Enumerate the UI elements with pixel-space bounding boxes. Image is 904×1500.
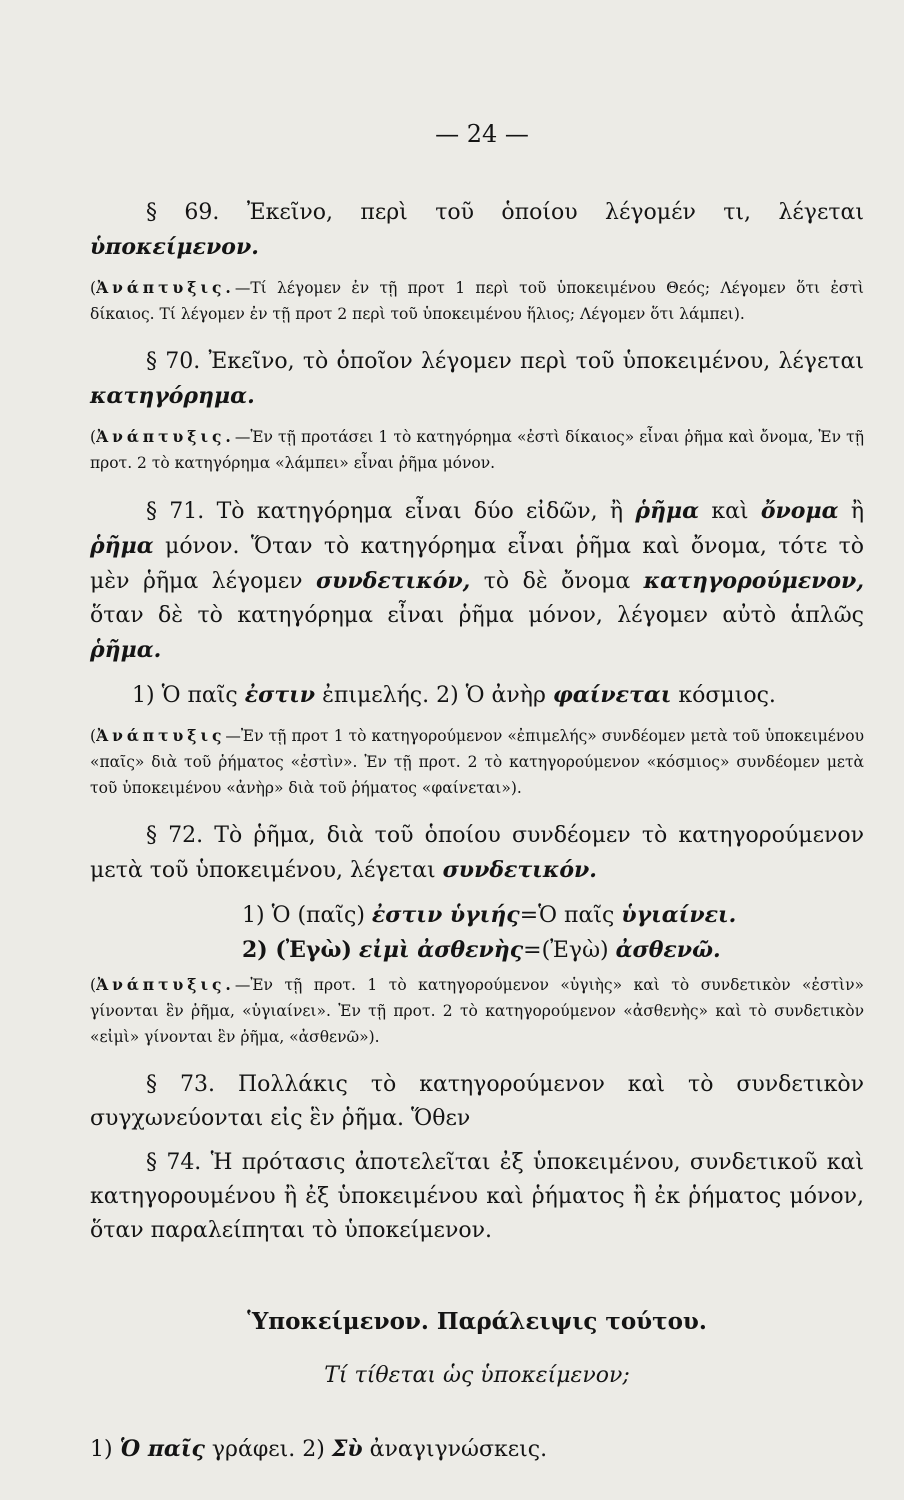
section-71-note-text: —Ἐν τῇ προτ 1 τὸ κατηγορούμενον «ἐπιμελής» συνδέομεν μετὰ τοῦ ὑποκειμένου «παῖς» διὰ τοῦ ῥήματος «ἐστὶν». Ἐν τῇ προτ. 2 τὸ κατηγορούμενον «κόσμιος» συνδέομεν μετὰ τοῦ ὑποκειμένου «ἀνὴρ» διὰ τοῦ ῥήματος «φαίνεται»). xyxy=(90,727,864,797)
section-71-text-6: ὅταν δὲ τὸ κατηγόρημα εἶναι ῥῆμα μόνον, λέγομεν αὐτὸ ἁπλῶς xyxy=(90,603,864,628)
section-72-term: συνδετικόν. xyxy=(442,857,597,883)
example-text: ἀναγιγνώσκεις. xyxy=(369,1437,548,1462)
note-label: Ἀνάπτυξις xyxy=(96,726,226,745)
section-70-term: κατηγόρημα. xyxy=(90,383,255,409)
example-subject: Σὺ xyxy=(331,1436,363,1462)
example-verb: φαίνεται xyxy=(552,682,672,708)
section-70 xyxy=(90,345,864,414)
section-71 xyxy=(90,494,864,668)
section-heading: Ὑποκείμενον. Παράλειψις τούτου. xyxy=(247,1308,707,1335)
example-text: 2) (Ἐγὼ) xyxy=(242,937,352,963)
example-text: γράφει. 2) xyxy=(211,1437,325,1462)
section-69 xyxy=(90,196,864,265)
example-text: ἐπιμελής. 2) Ὁ ἀνὴρ xyxy=(322,683,546,708)
section-70-note-text: —Ἐν τῇ προτάσει 1 τὸ κατηγόρημα «ἐστὶ δίκαιος» εἶναι ῥῆμα καὶ ὄνομα, Ἐν τῇ προτ. 2 τὸ κατηγόρημα «λάμπει» εἶναι ῥῆμα μόνον. xyxy=(90,428,864,472)
section-71-note: (Ἀνάπτυξις—Ἐν τῇ προτ 1 τὸ κατηγορούμενον «ἐπιμελής» συνδέομεν μετὰ τοῦ ὑποκειμένου «παῖς» διὰ τοῦ ῥήματος «ἐστὶν». Ἐν τῇ προτ. 2 τὸ κατηγορούμενον «κόσμιος» συνδέομεν μετὰ τοῦ ὑποκειμένου «ἀνὴρ» διὰ τοῦ ῥήματος «φαίνεται»). xyxy=(90,726,864,797)
section-71-text-1: Τὸ κατηγόρημα εἶναι δύο εἰδῶν, ἢ xyxy=(216,499,624,524)
section-72-number: § 72. xyxy=(146,823,204,848)
term-onoma: ὄνομα xyxy=(760,498,839,524)
example-text: κόσμιος. xyxy=(678,683,776,708)
section-69-note-text: —Τί λέγομεν ἐν τῇ προτ 1 περὶ τοῦ ὑποκειμένου Θεός; Λέγομεν ὅτι ἐστὶ δίκαιος. Τί λέγομεν ἐν τῇ προτ 2 περὶ τοῦ ὑποκειμένου ἥλιος; Λέγομεν ὅτι λάμπει). xyxy=(90,279,864,323)
section-72 xyxy=(90,819,864,888)
final-example xyxy=(90,1432,864,1467)
term-rhema-3: ῥῆμα. xyxy=(90,637,162,663)
example-bold: ἀσθενῶ. xyxy=(615,937,721,963)
section-71-example xyxy=(90,678,864,713)
section-73 xyxy=(90,1068,864,1136)
section-74-number: § 74. xyxy=(146,1150,202,1175)
example-subject: Ὁ παῖς xyxy=(119,1436,205,1462)
section-71-number: § 71. xyxy=(146,499,205,524)
section-74-text: Ἡ πρότασις ἀποτελεῖται ἐξ ὑποκειμένου, συνδετικοῦ καὶ κατηγορουμένου ἢ ἐξ ὑποκειμένου καὶ ῥήματος ἢ ἐκ ῥήματος μόνον, ὅταν παραλείπηται τὸ ὑποκείμενον. xyxy=(90,1150,865,1243)
note-label: Ἀνάπτυξις. xyxy=(96,427,235,446)
section-69-term: ὑποκείμενον. xyxy=(90,234,259,260)
example-text: 1) Ὁ παῖς xyxy=(132,683,238,708)
section-72-text: Τὸ ῥῆμα, διὰ τοῦ ὁποίου συνδέομεν τὸ κατηγορούμενον μετὰ τοῦ ὑποκειμένου, λέγεται xyxy=(90,823,864,883)
example-text: 1) Ὁ (παῖς) xyxy=(242,903,365,928)
section-69-note: (Ἀνάπτυξις.—Τί λέγομεν ἐν τῇ προτ 1 περὶ τοῦ ὑποκειμένου Θεός; Λέγομεν ὅτι ἐστὶ δίκαιος. Τί λέγομεν ἐν τῇ προτ 2 περὶ τοῦ ὑποκειμένου ἥλιος; Λέγομεν ὅτι λάμπει). xyxy=(90,278,864,323)
term-rhema-2: ῥῆμα xyxy=(90,533,154,559)
section-73-text: Πολλάκις τὸ κατηγορούμενον καὶ τὸ συνδετικὸν συγχωνεύονται εἰς ἓν ῥῆμα. Ὅθεν xyxy=(90,1072,864,1131)
section-72-example-2 xyxy=(90,933,864,968)
section-subheading: Τί τίθεται ὡς ὑποκείμενον; xyxy=(324,1363,630,1388)
section-72-example-1 xyxy=(90,898,864,933)
example-text: =Ὁ παῖς xyxy=(519,903,615,928)
section-71-text-3: ἢ xyxy=(850,499,864,524)
section-72-note: (Ἀνάπτυξις.—Ἐν τῇ προτ. 1 τὸ κατηγορούμενον «ὑγιὴς» καὶ τὸ συνδετικὸν «ἐστὶν» γίνονται ἓν ῥῆμα, «ὑγιαίνει». Ἐν τῇ προτ. 2 τὸ κατηγορούμενον «ἀσθενὴς» καὶ τὸ συνδετικὸν «εἰμὶ» γίνονται ἓν ῥῆμα, «ἀσθενῶ»). xyxy=(90,975,864,1046)
section-70-note: (Ἀνάπτυξις.—Ἐν τῇ προτάσει 1 τὸ κατηγόρημα «ἐστὶ δίκαιος» εἶναι ῥῆμα καὶ ὄνομα, Ἐν τῇ προτ. 2 τὸ κατηγόρημα «λάμπει» εἶναι ῥῆμα μόνον. xyxy=(90,427,864,472)
example-verb: ἐστιν xyxy=(244,682,316,708)
term-kategoroumenon: κατηγορούμενον, xyxy=(643,568,864,594)
section-74 xyxy=(90,1146,864,1248)
example-text: =(Ἐγὼ) xyxy=(523,938,609,963)
section-73-number: § 73. xyxy=(146,1072,215,1097)
term-syndetikon: συνδετικόν, xyxy=(315,568,471,594)
section-70-number: § 70. xyxy=(146,349,201,374)
example-bold: ὑγιαίνει. xyxy=(621,902,737,928)
note-label: Ἀνάπτυξις. xyxy=(96,278,235,297)
page-number: — 24 — xyxy=(435,120,529,148)
note-label: Ἀνάπτυξις. xyxy=(96,975,235,994)
term-rhema: ῥῆμα xyxy=(635,498,700,524)
section-69-number: § 69. xyxy=(146,200,220,225)
section-71-text-2: καὶ xyxy=(711,499,749,524)
example-bold: ἐστιν ὑγιής xyxy=(371,902,520,928)
section-71-text-5: τὸ δὲ ὄνομα xyxy=(483,569,631,594)
section-69-text: Ἐκεῖνο, περὶ τοῦ ὁποίου λέγομέν τι, λέγεται xyxy=(246,200,864,225)
section-71-text-4: μόνον. Ὅταν τὸ κατηγόρημα εἶναι ῥῆμα καὶ ὄνομα, τότε τὸ μὲν ῥῆμα λέγομεν xyxy=(90,534,864,594)
example-bold: εἰμὶ ἀσθενὴς xyxy=(358,937,524,963)
section-72-note-text: —Ἐν τῇ προτ. 1 τὸ κατηγορούμενον «ὑγιὴς» καὶ τὸ συνδετικὸν «ἐστὶν» γίνονται ἓν ῥῆμα, «ὑγιαίνει». Ἐν τῇ προτ. 2 τὸ κατηγορούμενον «ἀσθενὴς» καὶ τὸ συνδετικὸν «εἰμὶ» γίνονται ἓν ῥῆμα, «ἀσθενῶ»). xyxy=(90,976,864,1046)
section-70-text: Ἐκεῖνο, τὸ ὁποῖον λέγομεν περὶ τοῦ ὑποκειμένου, λέγεται xyxy=(208,349,864,374)
example-text: 1) xyxy=(90,1437,113,1462)
